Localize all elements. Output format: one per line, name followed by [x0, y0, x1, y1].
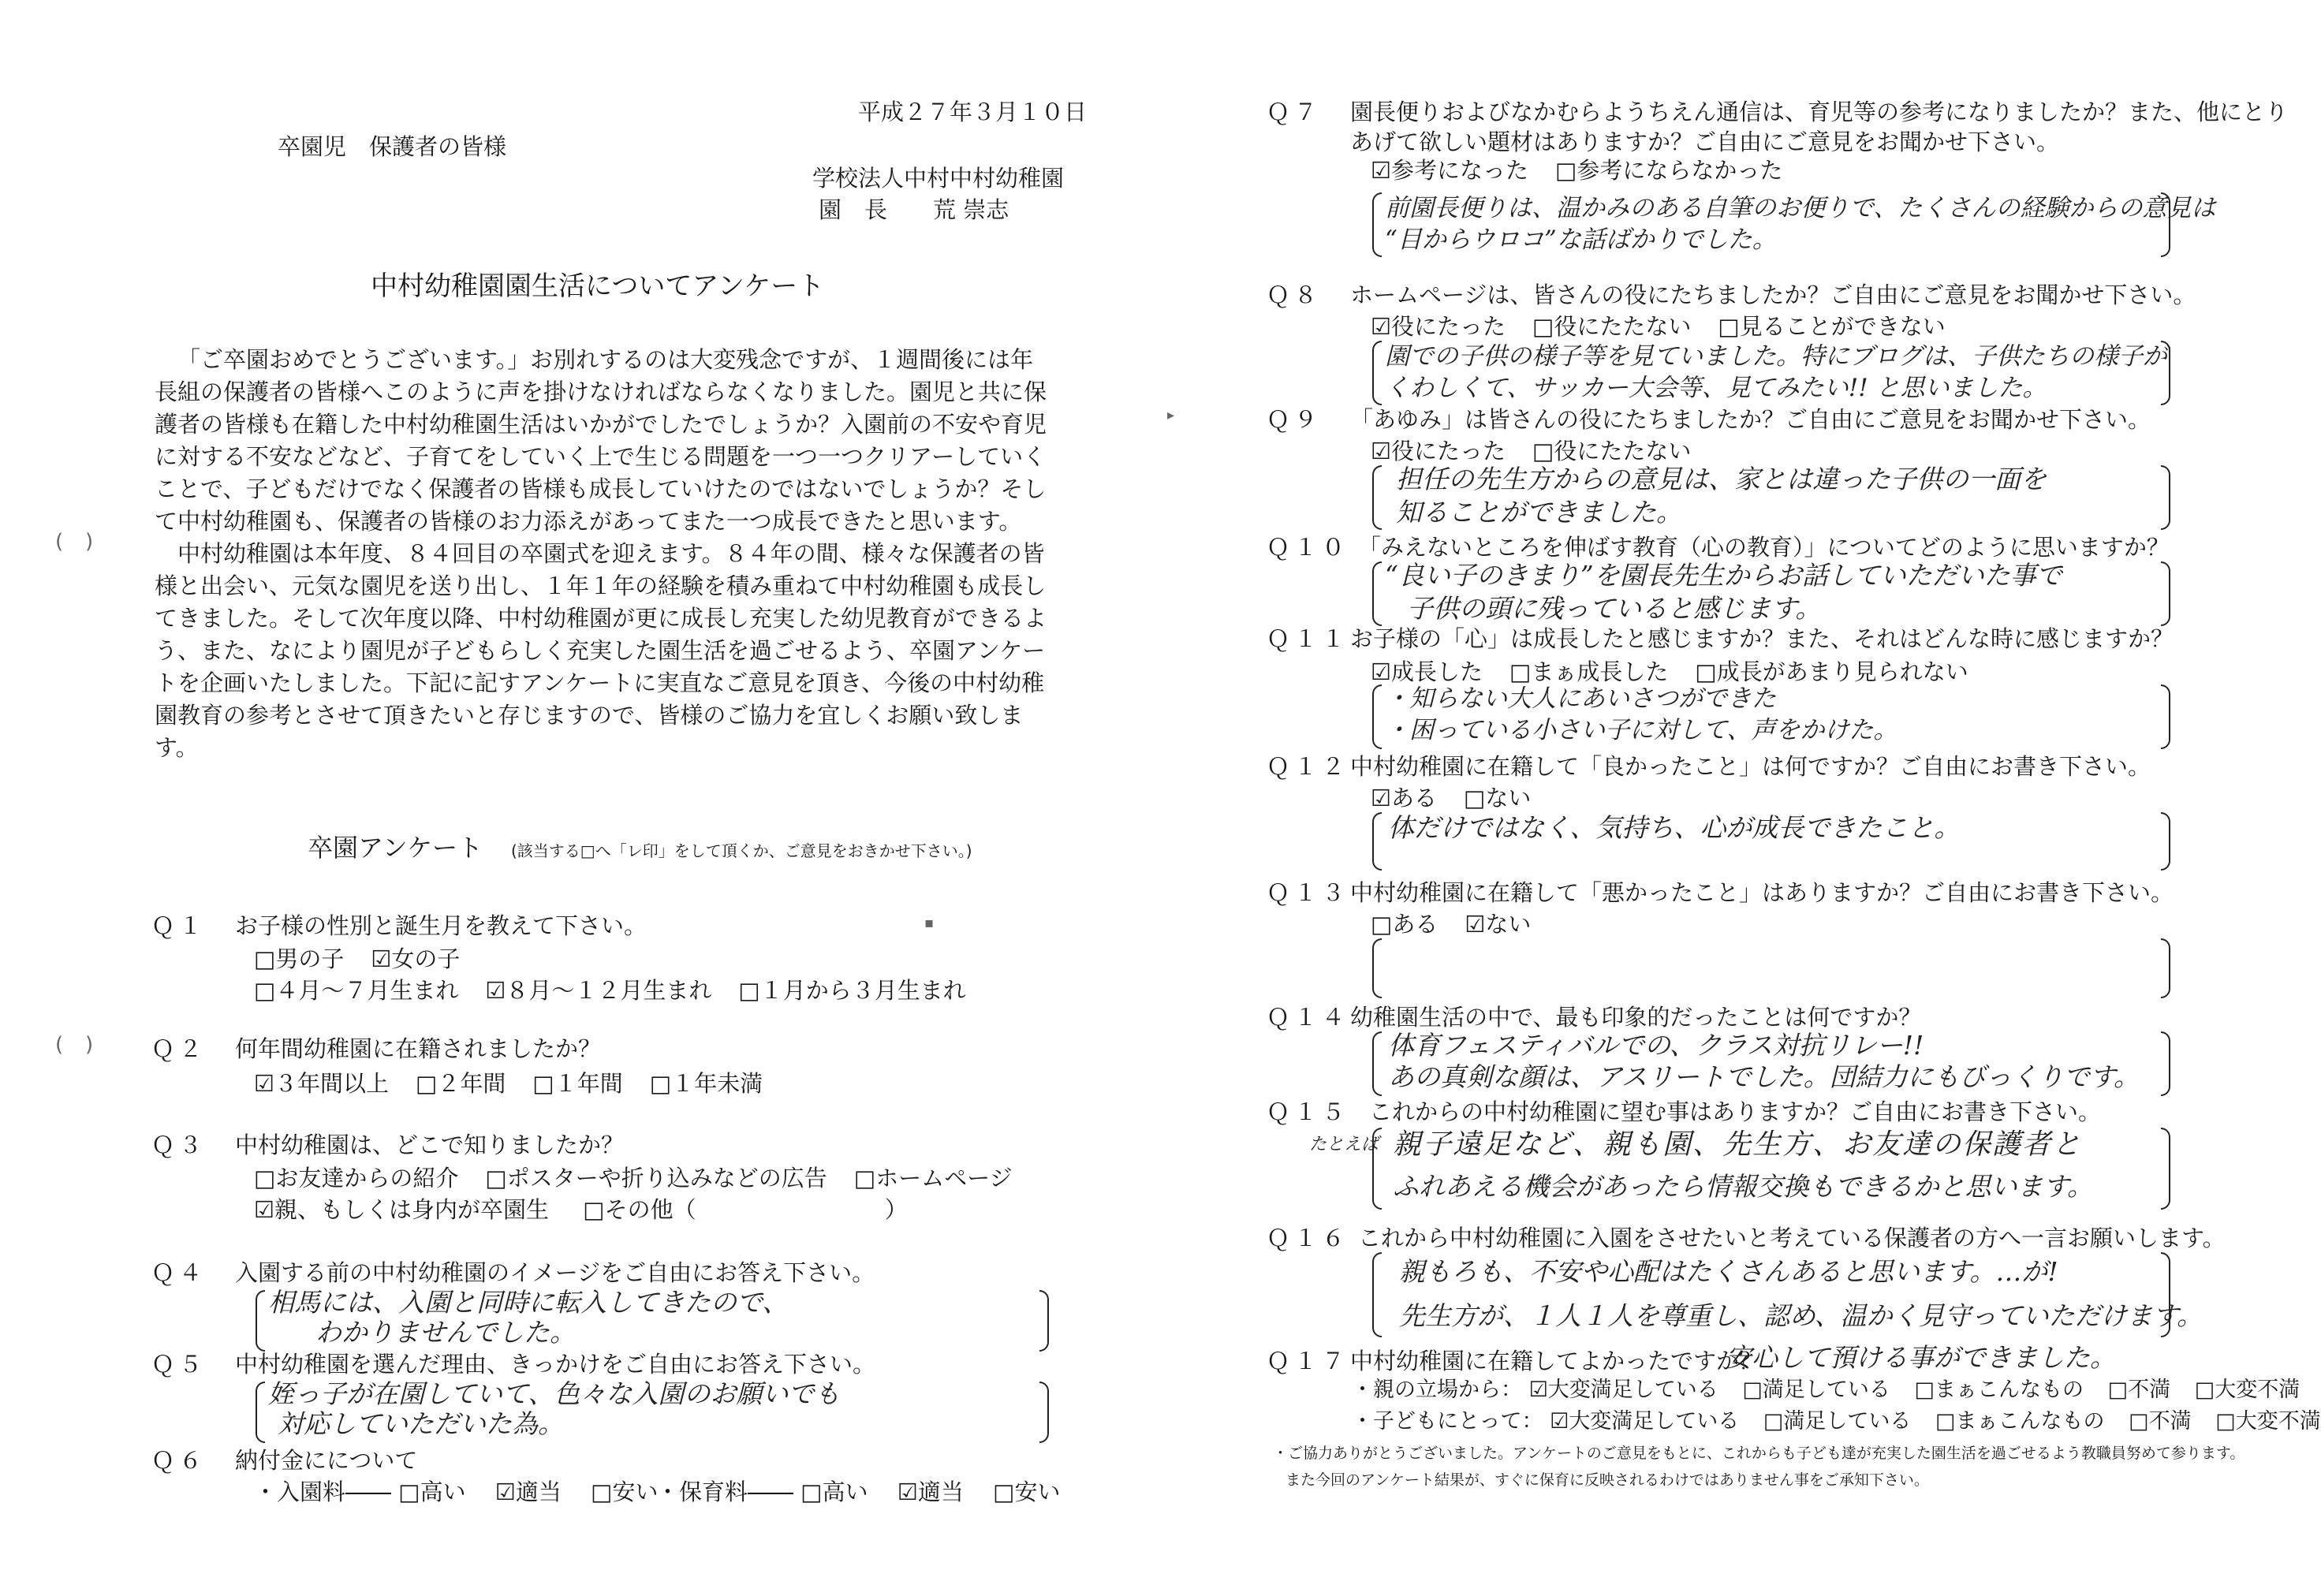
- handwritten-answer-line: ・知らない大人にあいさつができた: [1385, 684, 1776, 713]
- organization-name: 学校法人中村中村幼稚園: [812, 165, 1065, 192]
- q17-child-row: [1352, 1408, 2321, 1435]
- handwritten-answer-line: 親子遠足など、親も園、先生方、お友達の保護者と: [1393, 1128, 2083, 1161]
- question-text: 「あゆみ」は皆さんの役にたちましたか？ご自由にご意見をお聞かせ下さい。: [1350, 406, 2151, 433]
- answer-bracket-left: [1372, 684, 1382, 749]
- question-text: お子様の性別と誕生月を教えて下さい。: [235, 912, 647, 939]
- option-yes[interactable]: ☑ある: [1371, 785, 1437, 811]
- question-number: Ｑ５: [151, 1351, 207, 1378]
- q8-options: [1371, 312, 1946, 341]
- option-useful[interactable]: ☑役にたった: [1371, 313, 1506, 340]
- answer-bracket-left: [1372, 192, 1382, 257]
- q1-gender-options: [254, 945, 460, 973]
- question-text: 中村幼稚園に在籍してよかったですか？: [1350, 1348, 1763, 1374]
- answer-bracket-right: [2161, 812, 2170, 871]
- question-number: Ｑ７: [1267, 99, 1323, 125]
- question-number: Ｑ１３: [1267, 879, 1350, 906]
- handwritten-margin-note: たとえば: [1309, 1135, 1379, 1154]
- option-yes[interactable]: □ある: [1371, 911, 1438, 938]
- option-dissatisfied[interactable]: □不満: [2107, 1378, 2171, 1402]
- option-helpful[interactable]: ☑参考になった: [1371, 157, 1528, 184]
- answer-bracket-left: [1372, 561, 1382, 626]
- option-very-satisfied[interactable]: ☑大変満足している: [1528, 1378, 1718, 1402]
- option-not-useful[interactable]: □役にたたない: [1532, 313, 1692, 340]
- option-appropriate[interactable]: ☑適当: [494, 1479, 562, 1505]
- option-poster-ad[interactable]: □ポスターや折り込みなどの広告: [485, 1165, 827, 1191]
- answer-bracket-left: [1372, 1031, 1382, 1096]
- binding-hole-mark: ): [85, 530, 94, 554]
- answer-bracket-left: [1372, 1252, 1382, 1337]
- option-aug-dec[interactable]: ☑８月～１２月生まれ: [485, 977, 712, 1004]
- option-jan-mar[interactable]: □１月から３月生まれ: [738, 977, 966, 1004]
- question-number: Ｑ６: [151, 1447, 207, 1474]
- q9-options: [1371, 437, 1691, 465]
- question-text: 納付金にについて: [235, 1447, 418, 1474]
- handwritten-answer-line: “目からウロコ”な話ばかりでした。: [1385, 226, 1777, 254]
- option-no[interactable]: ☑ない: [1465, 911, 1532, 938]
- answer-bracket-left: [1372, 812, 1382, 871]
- question-number: Ｑ１: [151, 912, 207, 939]
- option-other[interactable]: □その他（: [583, 1196, 696, 1223]
- option-other-close: ）: [884, 1196, 908, 1223]
- option-dissatisfied[interactable]: □不満: [2129, 1409, 2192, 1434]
- handwritten-answer-line: ふれあえる機会があったら情報交換もできるかと思います。: [1393, 1171, 2094, 1202]
- q17-parent-row: [1352, 1377, 2300, 1404]
- scan-speck: ▸: [1167, 407, 1175, 423]
- question-text: ホームページは、皆さんの役にたちましたか？ご自由にご意見をお聞かせ下さい。: [1350, 282, 2196, 308]
- option-so-so[interactable]: □まぁこんなもの: [1935, 1409, 2105, 1434]
- question-number: Ｑ８: [1267, 282, 1323, 308]
- question-number: Ｑ１５: [1267, 1098, 1350, 1125]
- question-text-continued: あげて欲しい題材はありますか？ご自由にご意見をお聞かせ下さい。: [1350, 129, 2060, 155]
- answer-bracket-right: [2161, 684, 2170, 749]
- scan-speck: ▪: [924, 915, 935, 931]
- answer-bracket-left: [1372, 1128, 1382, 1210]
- answer-bracket-right: [1039, 1382, 1049, 1443]
- handwritten-answer-line: 安心して預ける事ができました。: [1726, 1342, 2116, 1373]
- answer-bracket-left: [256, 1382, 265, 1443]
- question-text: 幼稚園生活の中で、最も印象的だったことは何ですか？: [1350, 1004, 1922, 1031]
- survey-title: 卒園アンケート: [308, 833, 483, 863]
- handwritten-answer-line: わかりませんでした。: [315, 1317, 576, 1348]
- answer-bracket-right: [2161, 938, 2170, 998]
- question-number: Ｑ１７: [1267, 1348, 1350, 1374]
- handwritten-answer-line: 担任の先生方からの意見は、家とは違った子供の一面を: [1396, 464, 2047, 494]
- handwritten-answer-line: 体育フェスティバルでの、クラス対抗リレー!!: [1388, 1030, 1924, 1061]
- handwritten-answer-line: 知ることができました。: [1396, 497, 1682, 528]
- answer-bracket-left: [256, 1290, 265, 1352]
- q7-options: [1371, 156, 1782, 185]
- handwritten-answer-line: 姪っ子が在園していて、色々な入園のお願いでも: [268, 1378, 841, 1409]
- question-number: Ｑ１１: [1267, 625, 1350, 652]
- option-apr-jul[interactable]: □４月～７月生まれ: [254, 977, 459, 1004]
- handwritten-answer-line: 前園長便りは、温かみのある自筆のお便りで、たくさんの経験からの意見は: [1385, 194, 2216, 222]
- option-high[interactable]: □高い: [398, 1479, 466, 1505]
- tuition-fee-label: ・保育料――: [656, 1479, 794, 1505]
- question-number: Ｑ１６: [1267, 1225, 1350, 1251]
- option-somewhat-grew[interactable]: □まぁ成長した: [1509, 658, 1669, 685]
- date: 平成２７年３月１０日: [858, 99, 1088, 125]
- handwritten-answer-line: 親もろも、不安や心配はたくさんあると思います。…が!: [1399, 1256, 2058, 1287]
- q6-tuition-fee: [656, 1478, 1060, 1506]
- handwritten-answer-line: 先生方が、１人１人を尊重し、認め、温かく見守っていただけます。: [1399, 1300, 2203, 1331]
- q11-options: [1371, 658, 1968, 686]
- q1-birth-month-options: [254, 976, 966, 1005]
- question-text: 中村幼稚園を選んだ理由、きっかけをご自由にお答え下さい。: [235, 1351, 876, 1378]
- page-title: 中村幼稚園園生活についてアンケート: [371, 270, 825, 302]
- handwritten-answer-line: 体だけではなく、気持ち、心が成長できたこと。: [1388, 812, 1961, 843]
- answer-bracket-right: [2161, 465, 2170, 530]
- option-low[interactable]: □安い: [993, 1479, 1061, 1505]
- question-text: 園長便りおよびなかむらようちえん通信は、育児等の参考になりましたか？また、他にとり: [1350, 99, 2289, 125]
- question-text: これから中村幼稚園に入園をさせたいと考えている保護者の方へ一言お願いします。: [1358, 1225, 2226, 1251]
- answer-bracket-left: [1372, 938, 1382, 998]
- answer-bracket-right: [2161, 561, 2170, 626]
- option-cannot-view[interactable]: □見ることができない: [1718, 313, 1946, 340]
- option-boy[interactable]: □男の子: [254, 945, 345, 972]
- option-not-helpful[interactable]: □参考にならなかった: [1555, 157, 1783, 184]
- question-text: 中村幼稚園は、どこで知りましたか？: [235, 1132, 625, 1158]
- option-under-1-year[interactable]: □１年未満: [649, 1070, 763, 1097]
- question-number: Ｑ１４: [1267, 1004, 1350, 1031]
- option-so-so[interactable]: □まぁこんなもの: [1914, 1378, 2084, 1402]
- option-very-satisfied[interactable]: ☑大変満足している: [1550, 1409, 1740, 1434]
- footer-note: また今回のアンケート結果が、すぐに保育に反映されるわけではありません事をご承知下さい。: [1286, 1471, 1929, 1489]
- answer-bracket-right: [1039, 1290, 1049, 1352]
- q3-options-row2: [254, 1195, 908, 1224]
- option-little-growth[interactable]: □成長があまり見られない: [1695, 658, 1968, 685]
- intro-paragraph-2: 中村幼稚園は本年度、８４回目の卒園式を迎えます。８４年の間、様々な保護者の皆様と出会い、元気な園児を送り出し、１年１年の経験を積み重ねて中村幼稚園も成長してきました。そして次年度以降、中村幼稚園が更に成長し充実した幼児教育ができるよう、また、なにより園児が子どもらしく充実した園生活を過ごせるよう、卒園アンケートを企画いたしました。下記に記すアンケートに実直なご意見を頂き、今後の中村幼稚園教育の参考とさせて頂きたいと存じますので、皆様のご協力を宜しくお願い致します。: [155, 540, 1047, 761]
- option-high[interactable]: □高い: [800, 1479, 868, 1505]
- option-very-dissatisfied[interactable]: □大変不満: [2194, 1378, 2300, 1402]
- binding-hole-mark: (: [55, 530, 64, 554]
- answer-bracket-right: [2161, 1031, 2170, 1096]
- answer-bracket-right: [2161, 1128, 2170, 1210]
- handwritten-answer-line: 子供の頭に残っていると感じます。: [1407, 593, 1822, 624]
- question-text: お子様の「心」は成長したと感じますか？また、それはどんな時に感じますか？: [1350, 625, 2174, 652]
- handwritten-answer-line: 対応していただいた為。: [278, 1408, 564, 1439]
- answer-bracket-left: [1372, 341, 1382, 405]
- option-family-alumni[interactable]: ☑親、もしくは身内が卒園生: [254, 1196, 549, 1223]
- question-number: Ｑ１０: [1267, 534, 1350, 561]
- handwritten-answer-line: あの真剣な顔は、アスリートでした。団結力にもびっくりです。: [1388, 1061, 2140, 1092]
- handwritten-answer-line: くわしくて、サッカー大会等、見てみたい!! と思いました。: [1385, 374, 2047, 402]
- admission-fee-label: ・入園料――: [254, 1479, 392, 1505]
- q12-options: [1371, 784, 1531, 812]
- q3-options-row1: [254, 1164, 1013, 1192]
- question-text: 中村幼稚園に在籍して「良かったこと」は何ですか？ご自由にお書き下さい。: [1350, 753, 2151, 780]
- binding-hole-mark: (: [55, 1033, 64, 1057]
- footer-note: ・ご協力ありがとうございました。アンケートのご意見をもとに、これからも子ども達が充実した園生活を過ごせるよう教職員努めて参ります。: [1273, 1445, 2245, 1462]
- option-not-useful[interactable]: □役にたたない: [1532, 438, 1692, 464]
- parent-label: ・親の立場から：: [1352, 1378, 1522, 1402]
- option-appropriate[interactable]: ☑適当: [897, 1479, 964, 1505]
- option-3-years-plus[interactable]: ☑３年間以上: [254, 1070, 389, 1097]
- q13-options: [1371, 910, 1531, 938]
- question-number: Ｑ４: [151, 1259, 207, 1286]
- option-satisfied[interactable]: □満足している: [1763, 1409, 1912, 1434]
- answer-bracket-left: [1372, 465, 1382, 530]
- question-number: Ｑ２: [151, 1035, 207, 1062]
- question-number: Ｑ９: [1267, 406, 1323, 433]
- question-text: 何年間幼稚園に在籍されましたか？: [235, 1035, 602, 1062]
- q6-admission-fee: [254, 1478, 658, 1506]
- addressee: 卒園児 保護者の皆様: [278, 133, 507, 160]
- handwritten-answer-line: “良い子のきまり”を園長先生からお話していただいた事で: [1385, 560, 2062, 591]
- question-text: これからの中村幼稚園に望む事はありますか？ご自由にお書き下さい。: [1369, 1098, 2102, 1125]
- intro-paragraph-1: 「ご卒園おめでとうございます。」お別れするのは大変残念ですが、１週間後には年長組の保護者の皆様へこのように声を掛けなければならなくなりました。園児と共に保護者の皆様も在籍した中村幼稚園生活はいかがでしたでしょうか？入園前の不安や育児に対する不安などなど、子育てをしていく上で生じる問題を一つ一つクリアーしていくことで、子どもだけでなく保護者の皆様も成長していけたのではないでしょうか？そして中村幼稚園も、保護者の皆様のお力添えがあってまた一つ成長できたと思います。: [155, 346, 1047, 535]
- option-friend-referral[interactable]: □お友達からの紹介: [254, 1165, 459, 1191]
- option-low[interactable]: □安い: [591, 1479, 659, 1505]
- handwritten-answer-line: 相馬には、入園と同時に転入してきたので、: [268, 1287, 789, 1318]
- option-homepage[interactable]: □ホームページ: [853, 1165, 1013, 1191]
- question-number: Ｑ１２: [1267, 753, 1350, 780]
- question-text: 「みえないところを伸ばす教育（心の教育）」についてどのように思いますか？: [1358, 534, 2170, 561]
- question-text: 入園する前の中村幼稚園のイメージをご自由にお答え下さい。: [235, 1259, 875, 1286]
- option-grew[interactable]: ☑成長した: [1371, 658, 1483, 685]
- survey-instruction: (該当する□へ「レ印」をして頂くか、ご意見をおきかせ下さい。): [511, 841, 972, 860]
- handwritten-answer-line: 園での子供の様子等を見ていました。特にブログは、子供たちの様子が: [1385, 342, 2167, 371]
- option-useful[interactable]: ☑役にたった: [1371, 438, 1506, 464]
- question-text: 中村幼稚園に在籍して「悪かったこと」はありますか？ご自由にお書き下さい。: [1350, 879, 2174, 906]
- option-1-year[interactable]: □１年間: [532, 1070, 623, 1097]
- option-2-years[interactable]: □２年間: [416, 1070, 506, 1097]
- option-no[interactable]: □ない: [1464, 785, 1532, 811]
- binding-hole-mark: ): [85, 1033, 94, 1057]
- q2-options: [254, 1069, 763, 1098]
- child-label: ・子どもにとって：: [1352, 1409, 1543, 1434]
- handwritten-answer-line: ・困っている小さい子に対して、声をかけた。: [1385, 716, 1898, 744]
- option-satisfied[interactable]: □満足している: [1742, 1378, 1890, 1402]
- principal-name: 園 長 荒 崇志: [819, 196, 1009, 223]
- option-girl[interactable]: ☑女の子: [371, 945, 461, 972]
- question-number: Ｑ３: [151, 1132, 207, 1158]
- option-very-dissatisfied[interactable]: □大変不満: [2215, 1409, 2321, 1434]
